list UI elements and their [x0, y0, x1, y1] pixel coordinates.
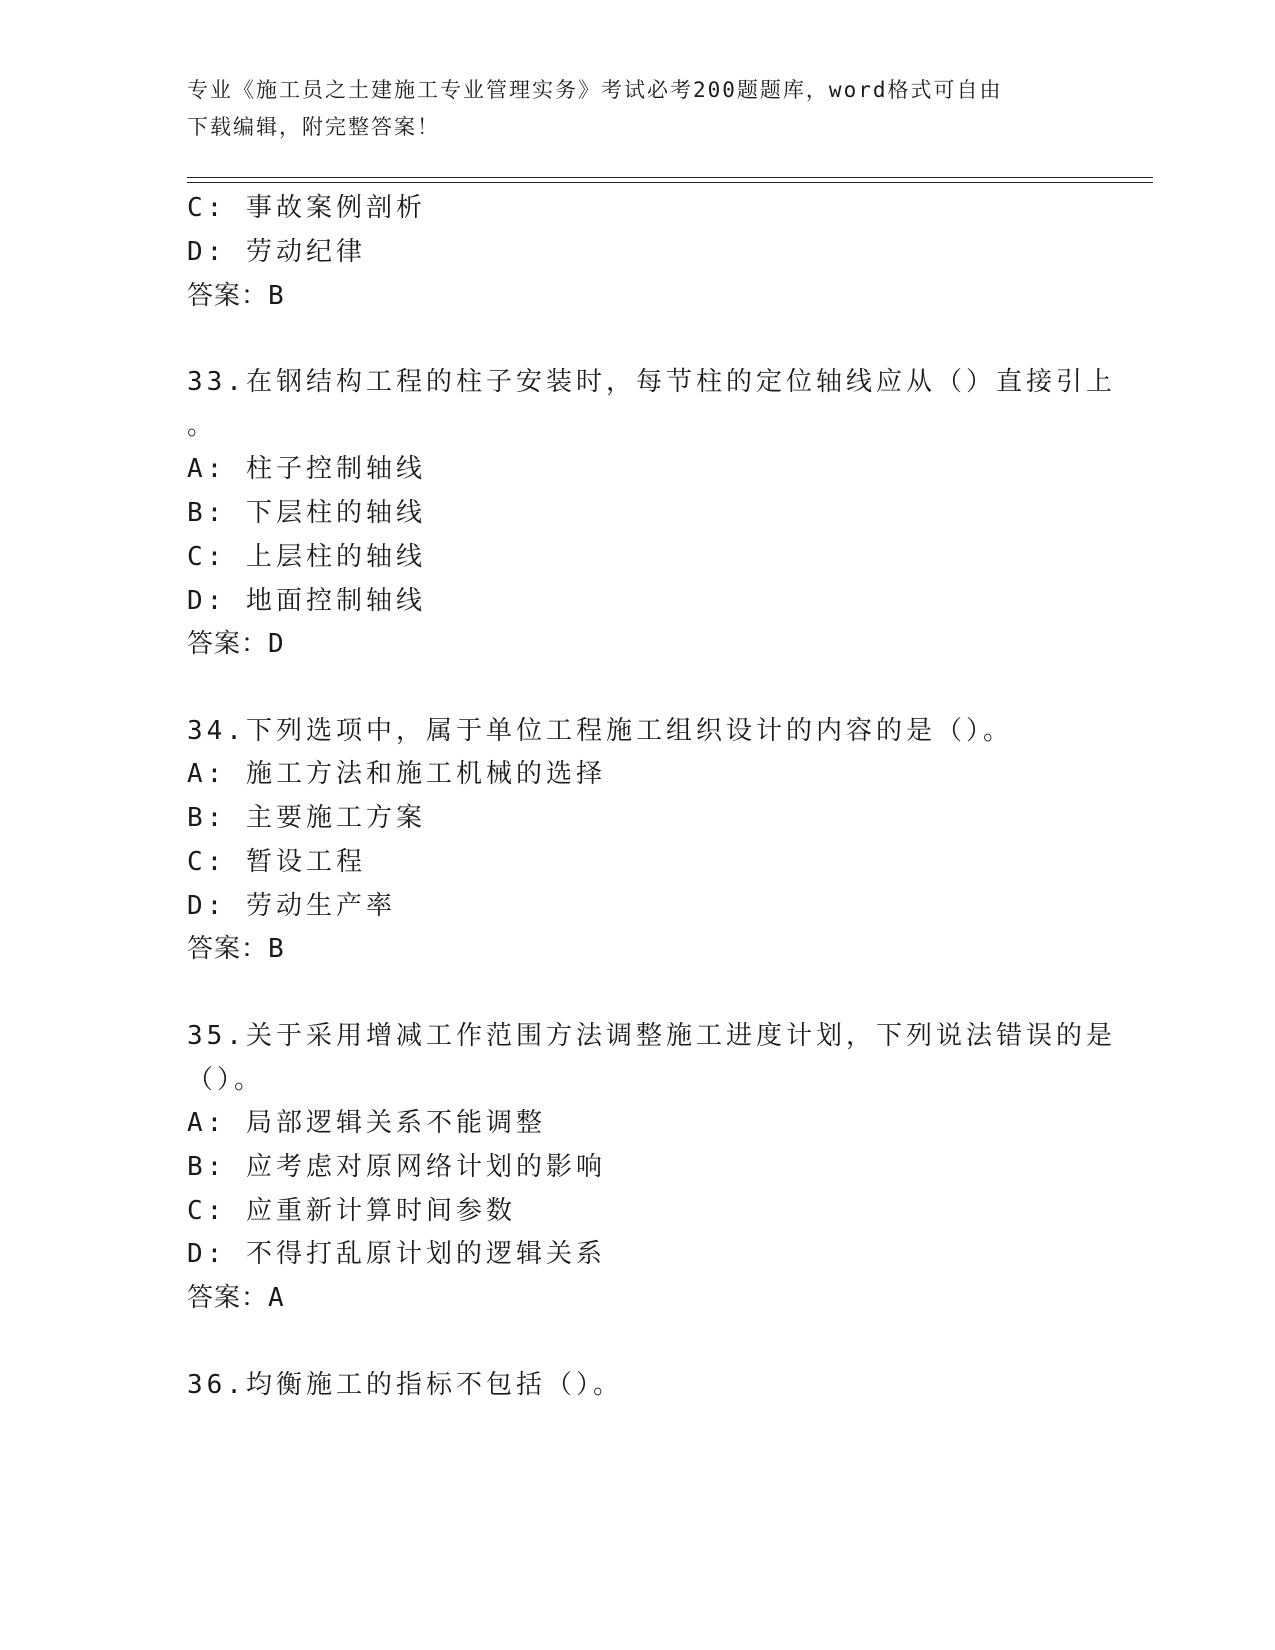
- prev-option-d: D: 劳动纪律: [187, 237, 366, 267]
- question-33-option-b: B: 下层柱的轴线: [187, 498, 426, 528]
- question-35-answer: [187, 1282, 285, 1314]
- header-line-2: 下载编辑，附完整答案！: [187, 115, 440, 139]
- header-rule-top: [187, 177, 1153, 178]
- answer-label: 答案：: [187, 629, 269, 659]
- prev-option-c: C: 事故案例剖析: [187, 193, 426, 223]
- question-34-option-d: D: 劳动生产率: [187, 891, 396, 921]
- question-33-answer: [187, 628, 285, 660]
- document-header: [187, 72, 1067, 146]
- question-34-option-c: C: 暂设工程: [187, 847, 366, 877]
- answer-value: B: [268, 934, 285, 964]
- header-rule-bottom: [187, 182, 1153, 183]
- answer-label: 答案：: [187, 281, 269, 311]
- answer-label: 答案：: [187, 934, 269, 964]
- question-35-stem-line-2: （）。: [187, 1065, 265, 1095]
- question-34-stem-line-1: 34.下列选项中，属于单位工程施工组织设计的内容的是（）。: [187, 716, 1013, 746]
- question-35-option-a: A: 局部逻辑关系不能调整: [187, 1108, 546, 1138]
- question-36-stem-line-1: 36.均衡施工的指标不包括（）。: [187, 1370, 623, 1400]
- question-33-option-c: C: 上层柱的轴线: [187, 542, 426, 572]
- answer-value: A: [268, 1283, 285, 1313]
- question-35-option-b: B: 应考虑对原网络计划的影响: [187, 1152, 606, 1182]
- question-33-option-d: D: 地面控制轴线: [187, 586, 426, 616]
- answer-value: B: [268, 281, 285, 311]
- question-34-answer: [187, 933, 285, 965]
- question-35-option-d: D: 不得打乱原计划的逻辑关系: [187, 1239, 606, 1269]
- question-33-option-a: A: 柱子控制轴线: [187, 454, 426, 484]
- question-35-option-c: C: 应重新计算时间参数: [187, 1196, 516, 1226]
- header-line-1: 专业《施工员之土建施工专业管理实务》考试必考200题题库，word格式可自由: [187, 78, 1003, 102]
- question-35-stem-line-1: 35.关于采用增减工作范围方法调整施工进度计划，下列说法错误的是: [187, 1021, 1116, 1051]
- answer-label: 答案：: [187, 1283, 269, 1313]
- question-34-option-b: B: 主要施工方案: [187, 803, 426, 833]
- question-33-stem-line-2: 。: [187, 411, 218, 441]
- answer-value: D: [268, 629, 285, 659]
- question-34-option-a: A: 施工方法和施工机械的选择: [187, 759, 606, 789]
- prev-answer: [187, 280, 285, 312]
- question-33-stem-line-1: 33.在钢结构工程的柱子安装时，每节柱的定位轴线应从（）直接引上: [187, 367, 1116, 397]
